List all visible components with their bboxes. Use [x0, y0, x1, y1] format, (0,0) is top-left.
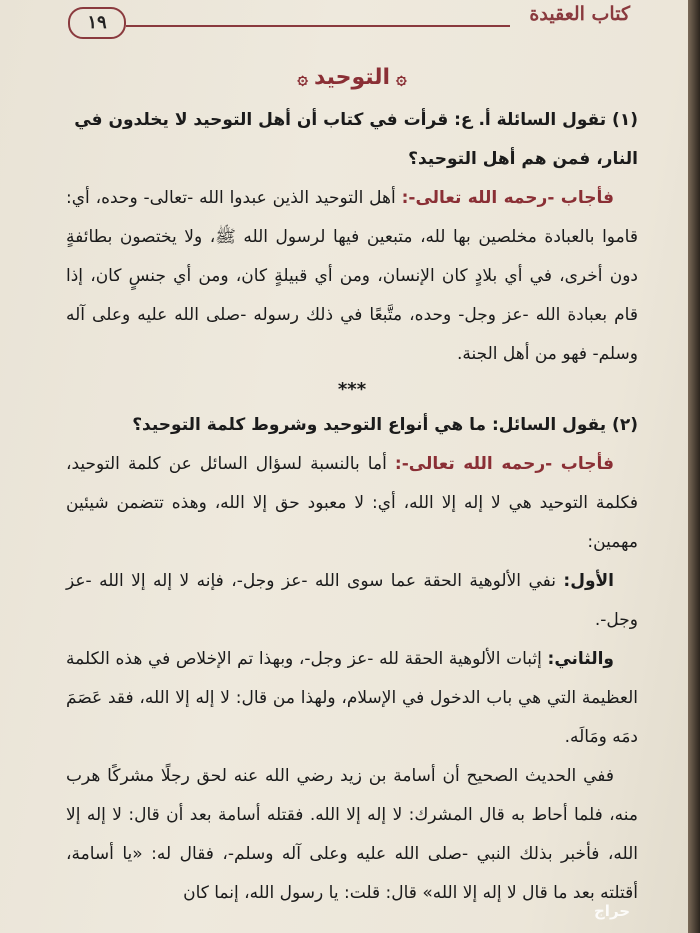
- watermark-logo: حراج: [594, 902, 631, 920]
- section-heading: [66, 58, 638, 99]
- header-rule: [126, 25, 510, 27]
- question-1: [66, 101, 638, 179]
- page-body: [66, 58, 638, 913]
- book-title: كتاب العقيدة: [529, 3, 630, 25]
- answer-1: [66, 179, 638, 374]
- section-title: التوحيد: [313, 65, 391, 90]
- first-point-label: الأول:: [563, 571, 614, 591]
- question-1-text-line2: النار، فمن هم أهل التوحيد؟: [408, 149, 638, 169]
- question-2-label: (٢) يقول السائل:: [491, 415, 638, 435]
- answer-2-label: فأجاب -رحمه الله تعالى-:: [394, 454, 614, 474]
- ornament-icon: ۞: [396, 68, 407, 89]
- answer-2-second-point: [66, 640, 638, 757]
- first-point-text: نفي الألوهية الحقة عما سوى الله -عز وجل-، فإنه لا إله إلا الله -عز وجل-.: [66, 571, 638, 630]
- book-binding: [688, 0, 700, 933]
- answer-1-label: فأجاب -رحمه الله تعالى-:: [401, 188, 614, 208]
- page-header: [68, 5, 630, 39]
- separator-stars: ***: [337, 379, 367, 400]
- answer-1-text: أهل التوحيد الذين عبدوا الله -تعالى- وحده، أي: قاموا بالعبادة مخلصين بها لله، متبعين فيها لرسول الله ﷺ، ولا يختصون بطائفةٍ دون أخرى، في أي بلادٍ كان الإنسان، ومن أي قبيلةٍ كان، ومن أي جنسٍ كان، إذا قام بعبادة الله -عز وجل- وحده، متَّبعًا في ذلك رسوله -صلى الله عليه وعلى آله وسلم- فهو من أهل الجنة.: [66, 188, 638, 364]
- answer-2: [66, 445, 638, 562]
- second-point-text: إثبات الألوهية الحقة لله -عز وجل-، وبهذا تم الإخلاص في هذه الكلمة العظيمة التي هي باب الدخول في الإسلام، ولهذا من قال: لا إله إلا الله، فقد عَصَمَ دمَه ومَالَه.: [66, 649, 638, 747]
- question-2-text: ما هي أنواع التوحيد وشروط كلمة التوحيد؟: [132, 415, 492, 435]
- hadith-paragraph: [66, 757, 638, 913]
- hadith-text: ففي الحديث الصحيح أن أسامة بن زيد رضي الله عنه لحق رجلًا مشركًا هرب منه، فلما أحاط به قال المشرك: لا إله إلا الله. فقتله أسامة بعد أن قال: لا إله إلا الله، فأخبر بذلك النبي -صلى الله عليه وعلى آله وسلم-، فقال له: «يا أسامة، أقتلته بعد ما قال لا إله إلا الله» قال: قلت: يا رسول الله، إنما كان: [66, 766, 638, 903]
- answer-2-first-point: [66, 562, 638, 640]
- page-number: ١٩: [68, 7, 126, 39]
- ornament-icon: ۞: [297, 68, 308, 89]
- question-1-label: (١) تقول السائلة أ. ع:: [454, 110, 638, 130]
- question-1-text-line1: قرأت في كتاب أن أهل التوحيد لا يخلدون في: [74, 110, 455, 130]
- answer-2-text: أما بالنسبة لسؤال السائل عن كلمة التوحيد، فكلمة التوحيد هي لا إله إلا الله، أي: لا معبود حق إلا الله، وهذه تتضمن شيئين مهمين:: [66, 454, 638, 552]
- question-2: [66, 406, 638, 445]
- second-point-label: والثاني:: [547, 649, 614, 669]
